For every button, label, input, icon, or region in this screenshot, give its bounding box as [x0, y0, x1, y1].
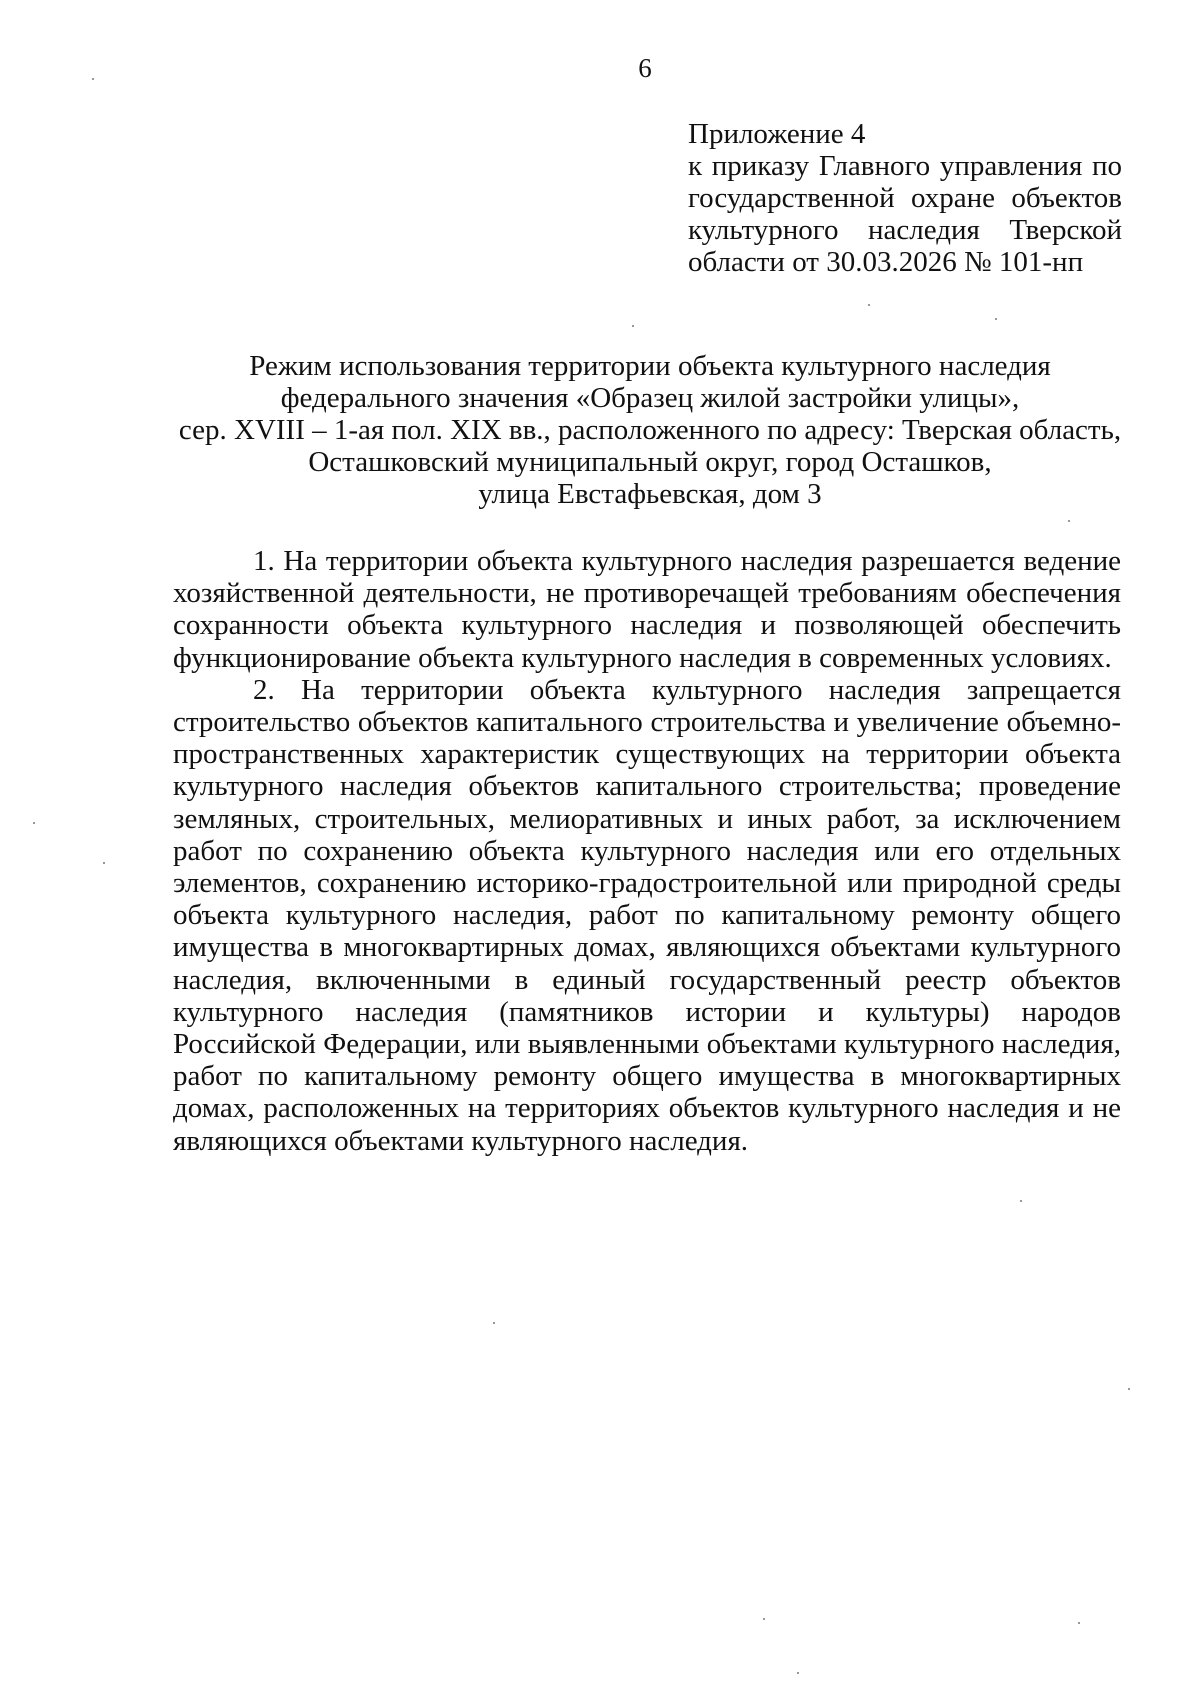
title-line: федерального значения «Образец жилой застройки улицы»,: [280, 382, 1020, 414]
scan-speck: [493, 1322, 495, 1324]
appendix-line: государственной охране объектов: [688, 182, 1122, 214]
document-title: [150, 350, 1150, 510]
scan-speck: [103, 862, 105, 864]
appendix-line: культурного наследия Тверской: [688, 214, 1122, 246]
scan-speck: [1020, 1200, 1022, 1202]
scan-speck: [92, 78, 94, 80]
scan-speck: [33, 822, 35, 824]
scan-speck: [868, 304, 870, 306]
title-line: сер. XVIII – 1-ая пол. XIX вв., расположенного по адресу: Тверская область,: [178, 414, 1122, 446]
page-number: 6: [638, 53, 652, 83]
scan-speck: [995, 318, 997, 320]
scan-speck: [632, 325, 634, 327]
document-body: [173, 545, 1121, 1157]
scan-speck: [1128, 1388, 1130, 1390]
appendix-line: к приказу Главного управления по: [688, 150, 1122, 182]
title-line: Режим использования территории объекта культурного наследия: [249, 350, 1051, 382]
paragraph-2: 2. На территории объекта культурного наследия запрещается строительство объектов капитального строительства и увеличение объемно-пространственных характеристик существующих на территории объекта культурного наследия объектов капитального строительства; проведение земляных, строительных, мелиоративных и иных работ, за исключением работ по сохранению объекта культурного наследия или его отдельных элементов, сохранению историко-градостроительной или природной среды объекта культурного наследия, работ по капитальному ремонту общего имущества в многоквартирных домах, являющихся объектами культурного наследия, включенными в единый государственный реестр объектов культурного наследия (памятников истории и культуры) народов Российской Федерации, или выявленными объектами культурного наследия, работ по капитальному ремонту общего имущества в многоквартирных домах, расположенных на территориях объектов культурного наследия и не являющихся объектами культурного наследия.: [173, 673, 1121, 1157]
paragraph-1: 1. На территории объекта культурного наследия разрешается ведение хозяйственной деятельности, не противоречащей требованиям обеспечения сохранности объекта культурного наследия и позволяющей обеспечить функционирование объекта культурного наследия в современных условиях.: [173, 545, 1121, 674]
scan-speck: [1078, 1622, 1080, 1624]
scan-speck: [1068, 520, 1070, 522]
appendix-header: [688, 118, 1122, 278]
title-line: улица Евстафьевская, дом 3: [478, 478, 822, 510]
scan-speck: [797, 1672, 799, 1674]
appendix-line: области от 30.03.2026 № 101-нп: [688, 246, 1084, 278]
scan-speck: [763, 1618, 765, 1620]
appendix-line: Приложение 4: [688, 118, 866, 150]
title-line: Осташковский муниципальный округ, город Осташков,: [308, 446, 992, 478]
